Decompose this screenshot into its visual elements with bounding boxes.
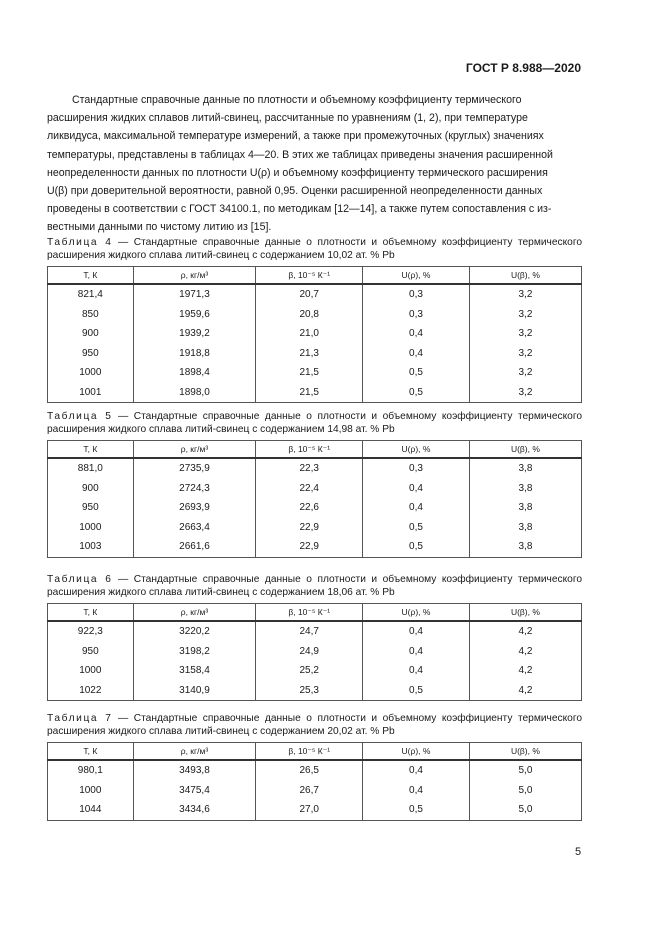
cell-density: 2693,9 bbox=[133, 498, 256, 518]
table-row bbox=[48, 760, 582, 781]
col-header-t: T, К bbox=[48, 267, 134, 285]
cell-density: 3158,4 bbox=[133, 661, 256, 681]
intro-line: U(β) при доверительной вероятности, равной 0,95. Оценки расширенной неопределенности данных bbox=[47, 185, 543, 198]
cell-u-beta: 3,8 bbox=[469, 518, 581, 538]
cell-temperature: 950 bbox=[48, 344, 134, 364]
cell-u-rho: 0,4 bbox=[363, 661, 470, 681]
table-row bbox=[48, 479, 582, 499]
cell-density: 2724,3 bbox=[133, 479, 256, 499]
cell-density: 1918,8 bbox=[133, 344, 256, 364]
table-row bbox=[48, 642, 582, 662]
cell-u-beta: 4,2 bbox=[469, 681, 581, 701]
col-header-u-rho: U(ρ), % bbox=[363, 267, 470, 285]
table-row bbox=[48, 621, 582, 642]
col-header-t: T, К bbox=[48, 604, 134, 622]
cell-u-rho: 0,5 bbox=[363, 681, 470, 701]
data-table bbox=[47, 742, 582, 821]
col-header-u-beta: U(β), % bbox=[469, 604, 581, 622]
cell-u-rho: 0,5 bbox=[363, 537, 470, 557]
table-6-block bbox=[47, 573, 582, 701]
cell-beta: 20,7 bbox=[256, 284, 363, 305]
table-label: Таблица 7 bbox=[47, 713, 113, 724]
cell-temperature: 980,1 bbox=[48, 760, 134, 781]
col-header-u-beta: U(β), % bbox=[469, 441, 581, 459]
cell-u-beta: 4,2 bbox=[469, 621, 581, 642]
table-label: Таблица 5 bbox=[47, 411, 113, 422]
cell-density: 2661,6 bbox=[133, 537, 256, 557]
cell-density: 1939,2 bbox=[133, 324, 256, 344]
data-table bbox=[47, 603, 582, 701]
cell-u-beta: 3,8 bbox=[469, 498, 581, 518]
cell-temperature: 922,3 bbox=[48, 621, 134, 642]
cell-u-beta: 3,2 bbox=[469, 305, 581, 325]
cell-u-rho: 0,4 bbox=[363, 324, 470, 344]
col-header-u-beta: U(β), % bbox=[469, 743, 581, 761]
table-row bbox=[48, 305, 582, 325]
col-header-beta: β, 10⁻⁵ К⁻¹ bbox=[256, 604, 363, 622]
col-header-u-rho: U(ρ), % bbox=[363, 441, 470, 459]
col-header-u-rho: U(ρ), % bbox=[363, 604, 470, 622]
col-header-rho: ρ, кг/м³ bbox=[133, 604, 256, 622]
cell-temperature: 1000 bbox=[48, 363, 134, 383]
cell-u-rho: 0,4 bbox=[363, 479, 470, 499]
cell-beta: 21,5 bbox=[256, 383, 363, 403]
col-header-beta: β, 10⁻⁵ К⁻¹ bbox=[256, 267, 363, 285]
cell-u-beta: 3,2 bbox=[469, 363, 581, 383]
cell-u-rho: 0,4 bbox=[363, 760, 470, 781]
data-table bbox=[47, 266, 582, 403]
cell-u-rho: 0,5 bbox=[363, 383, 470, 403]
cell-density: 1971,3 bbox=[133, 284, 256, 305]
cell-u-beta: 5,0 bbox=[469, 800, 581, 820]
cell-u-rho: 0,4 bbox=[363, 642, 470, 662]
table-row bbox=[48, 324, 582, 344]
cell-temperature: 900 bbox=[48, 479, 134, 499]
cell-u-rho: 0,5 bbox=[363, 363, 470, 383]
cell-density: 1898,4 bbox=[133, 363, 256, 383]
cell-temperature: 900 bbox=[48, 324, 134, 344]
table-caption bbox=[47, 236, 582, 262]
cell-temperature: 950 bbox=[48, 642, 134, 662]
table-caption bbox=[47, 410, 582, 436]
cell-temperature: 1000 bbox=[48, 518, 134, 538]
cell-beta: 22,3 bbox=[256, 458, 363, 479]
cell-density: 2735,9 bbox=[133, 458, 256, 479]
table-row bbox=[48, 661, 582, 681]
table-row bbox=[48, 363, 582, 383]
cell-beta: 27,0 bbox=[256, 800, 363, 820]
table-row bbox=[48, 458, 582, 479]
cell-beta: 22,6 bbox=[256, 498, 363, 518]
table-label: Таблица 6 bbox=[47, 574, 113, 585]
table-body bbox=[48, 760, 582, 820]
cell-density: 2663,4 bbox=[133, 518, 256, 538]
table-caption-text: — Стандартные справочные данные о плотности и объемному коэффициенту термического расширения жидкого сплава литий-свинец с содержанием 10,02 ат. % Pb bbox=[47, 237, 582, 261]
table-caption-text: — Стандартные справочные данные о плотности и объемному коэффициенту термического расширения жидкого сплава литий-свинец с содержанием 18,06 ат. % Pb bbox=[47, 574, 582, 598]
col-header-u-rho: U(ρ), % bbox=[363, 743, 470, 761]
intro-line: вестными данными по чистому литию из [15]. bbox=[47, 221, 272, 234]
cell-temperature: 1000 bbox=[48, 781, 134, 801]
cell-u-beta: 3,2 bbox=[469, 383, 581, 403]
col-header-beta: β, 10⁻⁵ К⁻¹ bbox=[256, 441, 363, 459]
cell-temperature: 850 bbox=[48, 305, 134, 325]
cell-temperature: 1000 bbox=[48, 661, 134, 681]
cell-beta: 25,3 bbox=[256, 681, 363, 701]
cell-temperature: 881,0 bbox=[48, 458, 134, 479]
cell-u-rho: 0,5 bbox=[363, 518, 470, 538]
cell-u-beta: 3,8 bbox=[469, 537, 581, 557]
cell-density: 3198,2 bbox=[133, 642, 256, 662]
cell-u-rho: 0,3 bbox=[363, 458, 470, 479]
cell-u-beta: 3,8 bbox=[469, 479, 581, 499]
intro-line: проведены в соответствии с ГОСТ 34100.1, по методикам [12—14], а также путем сопоставления с из- bbox=[47, 203, 552, 216]
cell-u-rho: 0,5 bbox=[363, 800, 470, 820]
cell-temperature: 1022 bbox=[48, 681, 134, 701]
table-row bbox=[48, 383, 582, 403]
table-label: Таблица 4 bbox=[47, 237, 113, 248]
table-row bbox=[48, 681, 582, 701]
cell-beta: 25,2 bbox=[256, 661, 363, 681]
col-header-u-beta: U(β), % bbox=[469, 267, 581, 285]
cell-density: 1959,6 bbox=[133, 305, 256, 325]
table-7-block bbox=[47, 712, 582, 821]
cell-u-rho: 0,4 bbox=[363, 781, 470, 801]
data-table bbox=[47, 440, 582, 558]
intro-line: ликвидуса, максимальной температуре измерений, а также при промежуточных (круглых) значениях bbox=[47, 130, 544, 143]
cell-u-beta: 5,0 bbox=[469, 781, 581, 801]
cell-u-rho: 0,4 bbox=[363, 621, 470, 642]
cell-u-beta: 3,2 bbox=[469, 324, 581, 344]
col-header-rho: ρ, кг/м³ bbox=[133, 267, 256, 285]
cell-u-beta: 3,8 bbox=[469, 458, 581, 479]
cell-density: 3140,9 bbox=[133, 681, 256, 701]
cell-temperature: 821,4 bbox=[48, 284, 134, 305]
cell-beta: 21,5 bbox=[256, 363, 363, 383]
cell-u-rho: 0,4 bbox=[363, 344, 470, 364]
col-header-t: T, К bbox=[48, 743, 134, 761]
cell-beta: 22,9 bbox=[256, 537, 363, 557]
cell-beta: 21,3 bbox=[256, 344, 363, 364]
cell-density: 3475,4 bbox=[133, 781, 256, 801]
cell-u-beta: 3,2 bbox=[469, 344, 581, 364]
page-number: 5 bbox=[575, 846, 582, 858]
intro-line: расширения жидких сплавов литий-свинец, рассчитанные по уравнениям (1, 2), при температуре bbox=[47, 112, 528, 125]
col-header-t: T, К bbox=[48, 441, 134, 459]
table-body bbox=[48, 458, 582, 557]
table-row bbox=[48, 498, 582, 518]
table-row bbox=[48, 781, 582, 801]
cell-beta: 24,7 bbox=[256, 621, 363, 642]
cell-beta: 22,9 bbox=[256, 518, 363, 538]
table-row bbox=[48, 537, 582, 557]
cell-density: 3220,2 bbox=[133, 621, 256, 642]
table-row bbox=[48, 344, 582, 364]
document-id: ГОСТ Р 8.988—2020 bbox=[465, 61, 581, 75]
cell-density: 1898,0 bbox=[133, 383, 256, 403]
cell-beta: 21,0 bbox=[256, 324, 363, 344]
cell-beta: 22,4 bbox=[256, 479, 363, 499]
col-header-rho: ρ, кг/м³ bbox=[133, 441, 256, 459]
cell-u-beta: 4,2 bbox=[469, 661, 581, 681]
table-row bbox=[48, 284, 582, 305]
cell-beta: 26,7 bbox=[256, 781, 363, 801]
cell-beta: 20,8 bbox=[256, 305, 363, 325]
cell-density: 3493,8 bbox=[133, 760, 256, 781]
table-caption-text: — Стандартные справочные данные о плотности и объемному коэффициенту термического расширения жидкого сплава литий-свинец с содержанием 20,02 ат. % Pb bbox=[47, 713, 582, 737]
cell-u-beta: 3,2 bbox=[469, 284, 581, 305]
table-row bbox=[48, 800, 582, 820]
col-header-rho: ρ, кг/м³ bbox=[133, 743, 256, 761]
cell-beta: 24,9 bbox=[256, 642, 363, 662]
intro-paragraph bbox=[47, 91, 582, 237]
table-caption bbox=[47, 573, 582, 599]
table-caption-text: — Стандартные справочные данные о плотности и объемному коэффициенту термического расширения жидкого сплава литий-свинец с содержанием 14,98 ат. % Pb bbox=[47, 411, 582, 435]
intro-line: неопределенности данных по плотности U(ρ) и объемному коэффициенту термического расширения bbox=[47, 166, 548, 179]
cell-temperature: 1001 bbox=[48, 383, 134, 403]
table-5-block bbox=[47, 410, 582, 558]
table-body bbox=[48, 284, 582, 403]
cell-u-beta: 5,0 bbox=[469, 760, 581, 781]
cell-u-rho: 0,3 bbox=[363, 284, 470, 305]
intro-line: Стандартные справочные данные по плотности и объемному коэффициенту термического bbox=[72, 94, 522, 106]
cell-beta: 26,5 bbox=[256, 760, 363, 781]
cell-u-rho: 0,4 bbox=[363, 498, 470, 518]
table-4-block bbox=[47, 236, 582, 403]
cell-temperature: 1003 bbox=[48, 537, 134, 557]
cell-temperature: 1044 bbox=[48, 800, 134, 820]
cell-temperature: 950 bbox=[48, 498, 134, 518]
cell-u-rho: 0,3 bbox=[363, 305, 470, 325]
col-header-beta: β, 10⁻⁵ К⁻¹ bbox=[256, 743, 363, 761]
cell-u-beta: 4,2 bbox=[469, 642, 581, 662]
table-caption bbox=[47, 712, 582, 738]
table-body bbox=[48, 621, 582, 701]
cell-density: 3434,6 bbox=[133, 800, 256, 820]
table-row bbox=[48, 518, 582, 538]
intro-line: температуры, представлены в таблицах 4—20. В этих же таблицах приведены значения расширенной bbox=[47, 148, 553, 161]
